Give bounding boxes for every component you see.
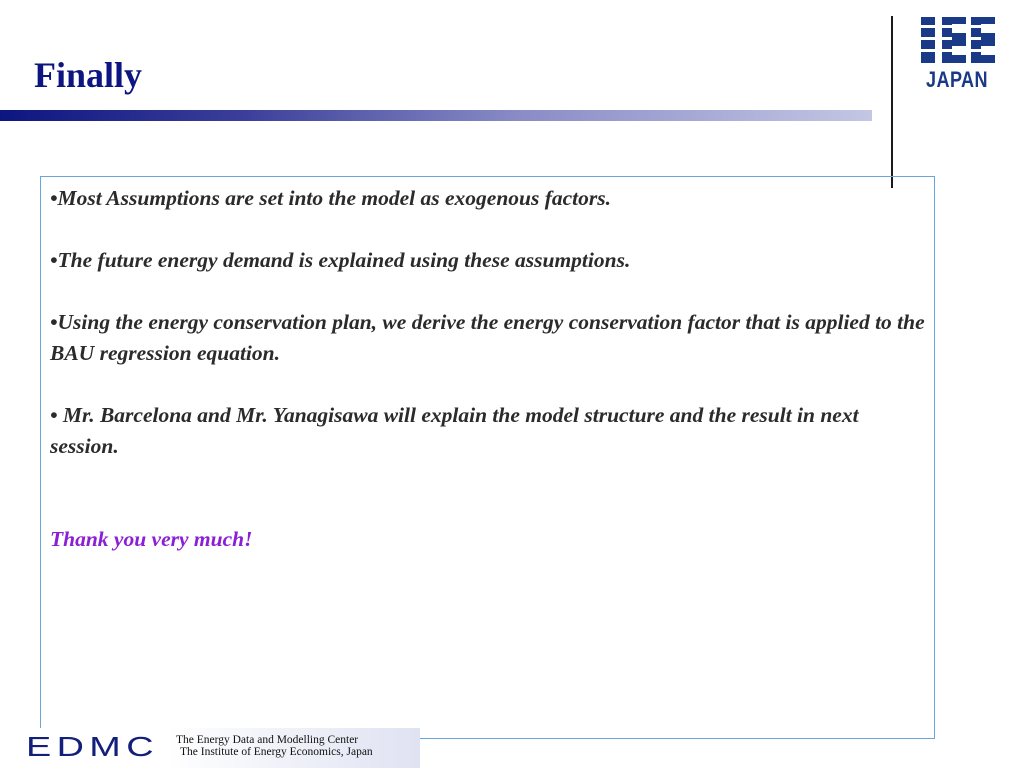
content-box [40, 176, 935, 739]
iee-logo-icon [918, 15, 996, 71]
footer-line-1: The Energy Data and Modelling Center [176, 734, 359, 746]
footer-line-2: The Institute of Energy Economics, Japan [180, 746, 373, 758]
title-underline-bar [0, 110, 872, 121]
slide-title: Finally [34, 55, 143, 95]
bullet-item: •The future energy demand is explained using these assumptions. [50, 248, 631, 272]
closing-text: Thank you very much! [50, 527, 253, 551]
bullet-item: •Most Assumptions are set into the model as exogenous factors. [50, 186, 612, 210]
edmc-logo-text: EDMC [26, 731, 159, 762]
bullet-item: •Using the energy conservation plan, we derive the energy conservation factor that is applied to the BAU regression equation. [50, 310, 925, 365]
bullet-item: • Mr. Barcelona and Mr. Yanagisawa will explain the model structure and the result in next session. [50, 403, 859, 458]
content-text [50, 183, 928, 555]
header-divider-line [891, 16, 893, 188]
footer-organization [176, 734, 373, 758]
logo-japan-text: JAPAN [926, 67, 988, 92]
